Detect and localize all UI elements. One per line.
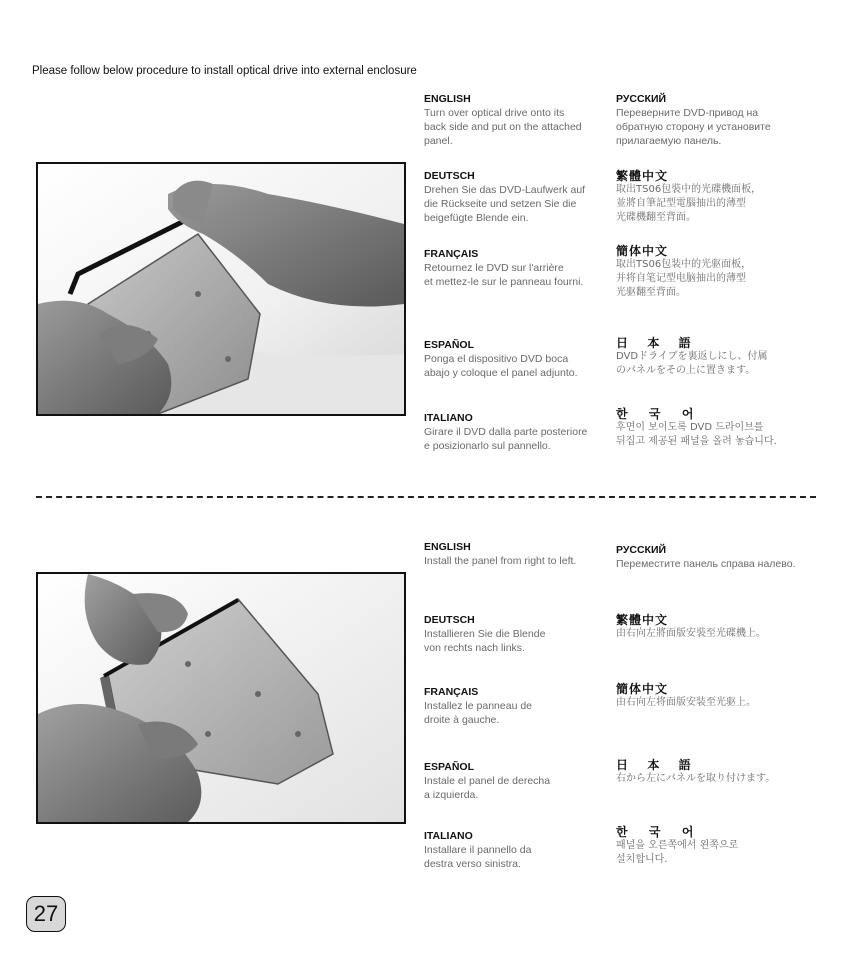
page-number: 27 (26, 896, 66, 932)
language-heading: РУССКИЙ (616, 544, 667, 556)
instruction-text: DVDドライブを裏返しにし、付属 のパネルをその上に置きます。 (616, 351, 768, 376)
step1-russian (616, 92, 828, 148)
language-heading: ESPAÑOL (424, 761, 474, 773)
language-heading: 繁體中文 (616, 613, 669, 627)
dashed-divider (36, 496, 816, 498)
step1-english (424, 92, 614, 148)
instruction-text: 패널을 오른쪽에서 왼쪽으로 설치합니다. (616, 840, 739, 865)
instruction-text: 후면이 보이도록 DVD 드라이브를 뒤집고 제공된 패널을 올려 놓습니다. (616, 422, 777, 447)
language-heading: FRANÇAIS (424, 248, 479, 260)
instruction-text: Girare il DVD dalla parte posteriore e posizionarlo sul pannello. (424, 426, 588, 452)
language-heading: ENGLISH (424, 541, 471, 553)
instruction-text: Ponga el dispositivo DVD boca abajo y coloque el panel adjunto. (424, 353, 578, 379)
step2-illustration (38, 574, 404, 822)
step2-simplified-chinese (616, 682, 828, 710)
language-heading: DEUTSCH (424, 170, 475, 182)
instruction-text: 取出TS06包装中的光驱面板， 并将自笔记型电脑抽出的薄型 光驱翻至背面。 (616, 259, 752, 298)
instruction-text: Installieren Sie die Blende von rechts nach links. (424, 628, 546, 654)
language-heading: РУССКИЙ (616, 93, 667, 105)
step1-illustration (38, 164, 404, 414)
step2-traditional-chinese (616, 613, 828, 641)
instruction-text: Переверните DVD-привод на обратную сторону и установите прилагаемую панель. (616, 107, 771, 147)
language-heading: ITALIANO (424, 412, 473, 424)
instruction-text: Переместите панель справа налево. (616, 558, 796, 570)
step2-francais (424, 685, 614, 727)
instruction-text: Installez le panneau de droite à gauche. (424, 700, 532, 726)
instruction-text: 由右向左将面版安装至光驱上。 (616, 697, 756, 708)
instruction-text: Installare il pannello da destra verso sinistra. (424, 844, 532, 870)
language-heading: 簡体中文 (616, 244, 669, 258)
step1-deutsch (424, 169, 614, 225)
instruction-text: Install the panel from right to left. (424, 555, 577, 567)
language-heading: DEUTSCH (424, 614, 475, 626)
instruction-text: Retournez le DVD sur l'arrière et mettez-le sur le panneau fourni. (424, 262, 584, 288)
language-heading: 한 국 어 (616, 825, 703, 839)
step1-japanese (616, 336, 828, 378)
step1-photo (36, 162, 406, 416)
language-heading: 繁體中文 (616, 169, 669, 183)
instruction-text: 右から左にパネルを取り付けます。 (616, 773, 776, 784)
step2-italiano (424, 829, 614, 871)
step1-espanol (424, 338, 614, 380)
step2-korean (616, 825, 828, 867)
instruction-text: Turn over optical drive onto its back side and put on the attached panel. (424, 107, 582, 147)
step1-korean (616, 407, 836, 449)
language-heading: ENGLISH (424, 93, 471, 105)
step1-simplified-chinese (616, 244, 828, 300)
language-heading: ITALIANO (424, 830, 473, 842)
step2-deutsch (424, 613, 614, 655)
instruction-text: 取出TS06包裝中的光碟機面板， 並將自筆記型電腦抽出的薄型 光碟機翻至背面。 (616, 184, 762, 223)
instruction-text: 由右向左將面版安裝至光碟機上。 (616, 628, 766, 639)
instruction-text: Instale el panel de derecha a izquierda. (424, 775, 551, 801)
instruction-text: Drehen Sie das DVD-Laufwerk auf die Rückseite und setzen Sie die beigefügte Blende ein. (424, 184, 586, 224)
step2-russian (616, 543, 836, 571)
step1-italiano (424, 411, 614, 453)
language-heading: 한 국 어 (616, 407, 703, 421)
step2-english (424, 540, 614, 568)
step2-espanol (424, 760, 614, 802)
language-heading: 簡体中文 (616, 682, 669, 696)
intro-text: Please follow below procedure to install optical drive into external enclosure (32, 65, 417, 77)
step2-photo (36, 572, 406, 824)
language-heading: FRANÇAIS (424, 686, 479, 698)
step1-francais (424, 247, 614, 289)
step2-japanese (616, 758, 828, 786)
language-heading: 日 本 語 (616, 758, 699, 772)
language-heading: ESPAÑOL (424, 339, 474, 351)
language-heading: 日 本 語 (616, 336, 699, 350)
step1-traditional-chinese (616, 169, 828, 225)
